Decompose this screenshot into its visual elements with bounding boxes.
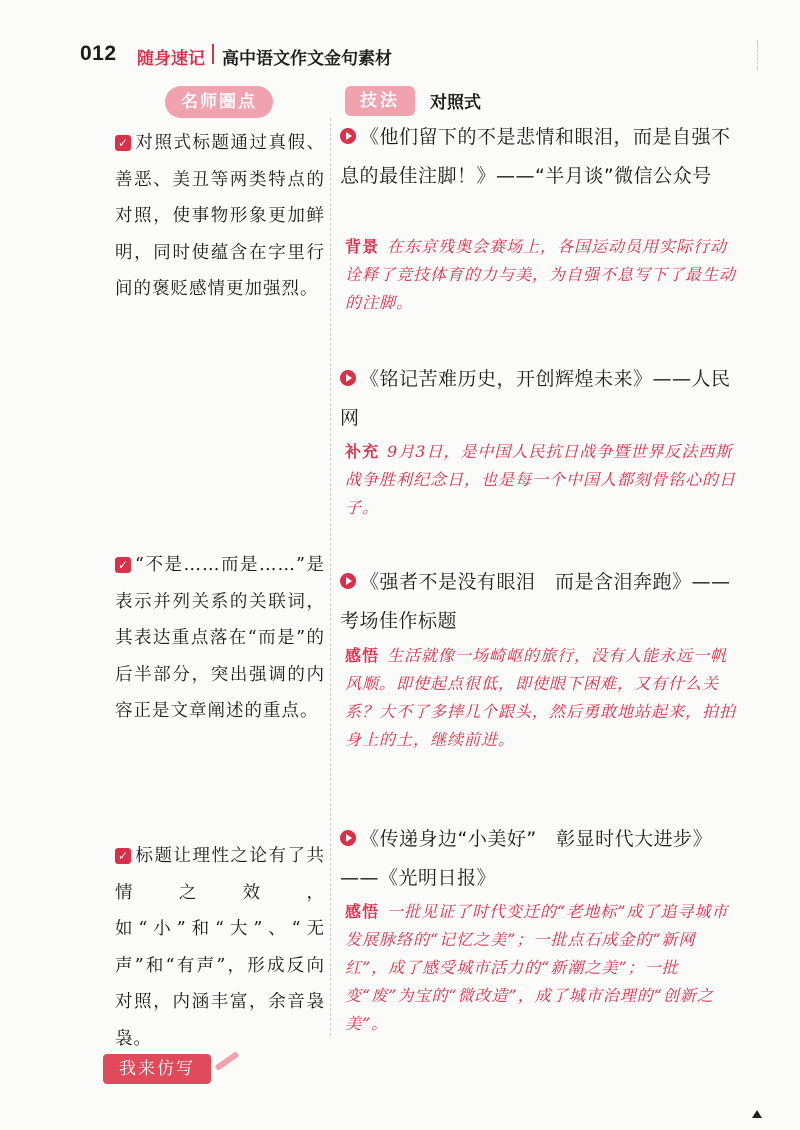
header-divider [212, 44, 214, 64]
note-tag: 感悟 [345, 646, 380, 665]
entry-2-note [345, 438, 737, 522]
entry-1-quote [340, 118, 740, 196]
entry-3-quote [340, 563, 740, 641]
play-icon [340, 128, 356, 144]
check-icon: ✓ [115, 135, 131, 151]
note-text: “不是……而是……”是表示并列关系的关联词，其表达重点落在“而是”的后半部分，突出强调的内容正是文章阐述的重点。 [115, 555, 325, 721]
book-title: 高中语文作文金句素材 [222, 49, 392, 69]
entry-2-quote [340, 360, 740, 438]
note-1 [115, 125, 325, 308]
entry-3-note [345, 642, 737, 754]
note-tag: 感悟 [345, 902, 380, 921]
note-tag: 补充 [345, 442, 380, 461]
note-text: 对照式标题通过真假、善恶、美丑等两类特点的对照，使事物形象更加鲜明，同时使蕴含在字里行间的褒贬感情更加强烈。 [115, 133, 325, 299]
entry-4-note [345, 898, 737, 1038]
tip-badge: 名师圈点 [165, 86, 273, 118]
column-divider [330, 118, 331, 1036]
play-icon [340, 573, 356, 589]
quote-text: 《铭记苦难历史，开创辉煌未来》——人民网 [340, 368, 731, 429]
technique-badge: 技法 [345, 86, 415, 116]
imitate-button[interactable]: 我来仿写 [103, 1054, 211, 1084]
quote-text: 《传递身边“小美好” 彰显时代大进步》——《光明日报》 [340, 828, 713, 889]
note-3 [115, 838, 325, 1057]
check-icon: ✓ [115, 848, 131, 864]
quote-text: 《他们留下的不是悲情和眼泪，而是自强不息的最佳注脚！》——“半月谈”微信公众号 [340, 126, 731, 187]
section-name: 随身速记 [137, 49, 205, 69]
page-turn-icon [752, 1110, 762, 1118]
note-handwriting: 9月3日，是中国人民抗日战争暨世界反法西斯战争胜利纪念日，也是每一个中国人都刻骨铭心的日子。 [345, 442, 737, 517]
note-text: 标题让理性之论有了共情之效，如“小”和“大”、“无声”和“有声”，形成反向对照，内涵丰富，余音袅袅。 [115, 846, 325, 1049]
play-icon [340, 830, 356, 846]
note-tag: 背景 [345, 237, 380, 256]
note-handwriting: 一批见证了时代变迁的“老地标”成了追寻城市发展脉络的“记忆之美”；一批点石成金的“新网红”，成了感受城市活力的“新潮之美”；一批变“废”为宝的“微改造”，成了城市治理的“创新之美”。 [345, 902, 729, 1033]
check-icon: ✓ [115, 557, 131, 573]
note-handwriting: 生活就像一场崎岖的旅行，没有人能永远一帆风顺。即使起点很低，即使眼下困难，又有什么关系？大不了多摔几个跟头，然后勇敢地站起来，拍拍身上的土，继续前进。 [345, 646, 737, 749]
entry-4-quote [340, 820, 740, 898]
technique-title: 对照式 [430, 93, 481, 113]
play-icon [340, 370, 356, 386]
quote-text: 《强者不是没有眼泪 而是含泪奔跑》——考场佳作标题 [340, 571, 731, 632]
corner-mark [757, 40, 768, 70]
note-handwriting: 在东京残奥会赛场上，各国运动员用实际行动诠释了竞技体育的力与美，为自强不息写下了最生动的注脚。 [345, 237, 737, 312]
page-number: 012 [80, 42, 117, 65]
entry-1-note [345, 233, 737, 317]
note-2 [115, 547, 325, 730]
